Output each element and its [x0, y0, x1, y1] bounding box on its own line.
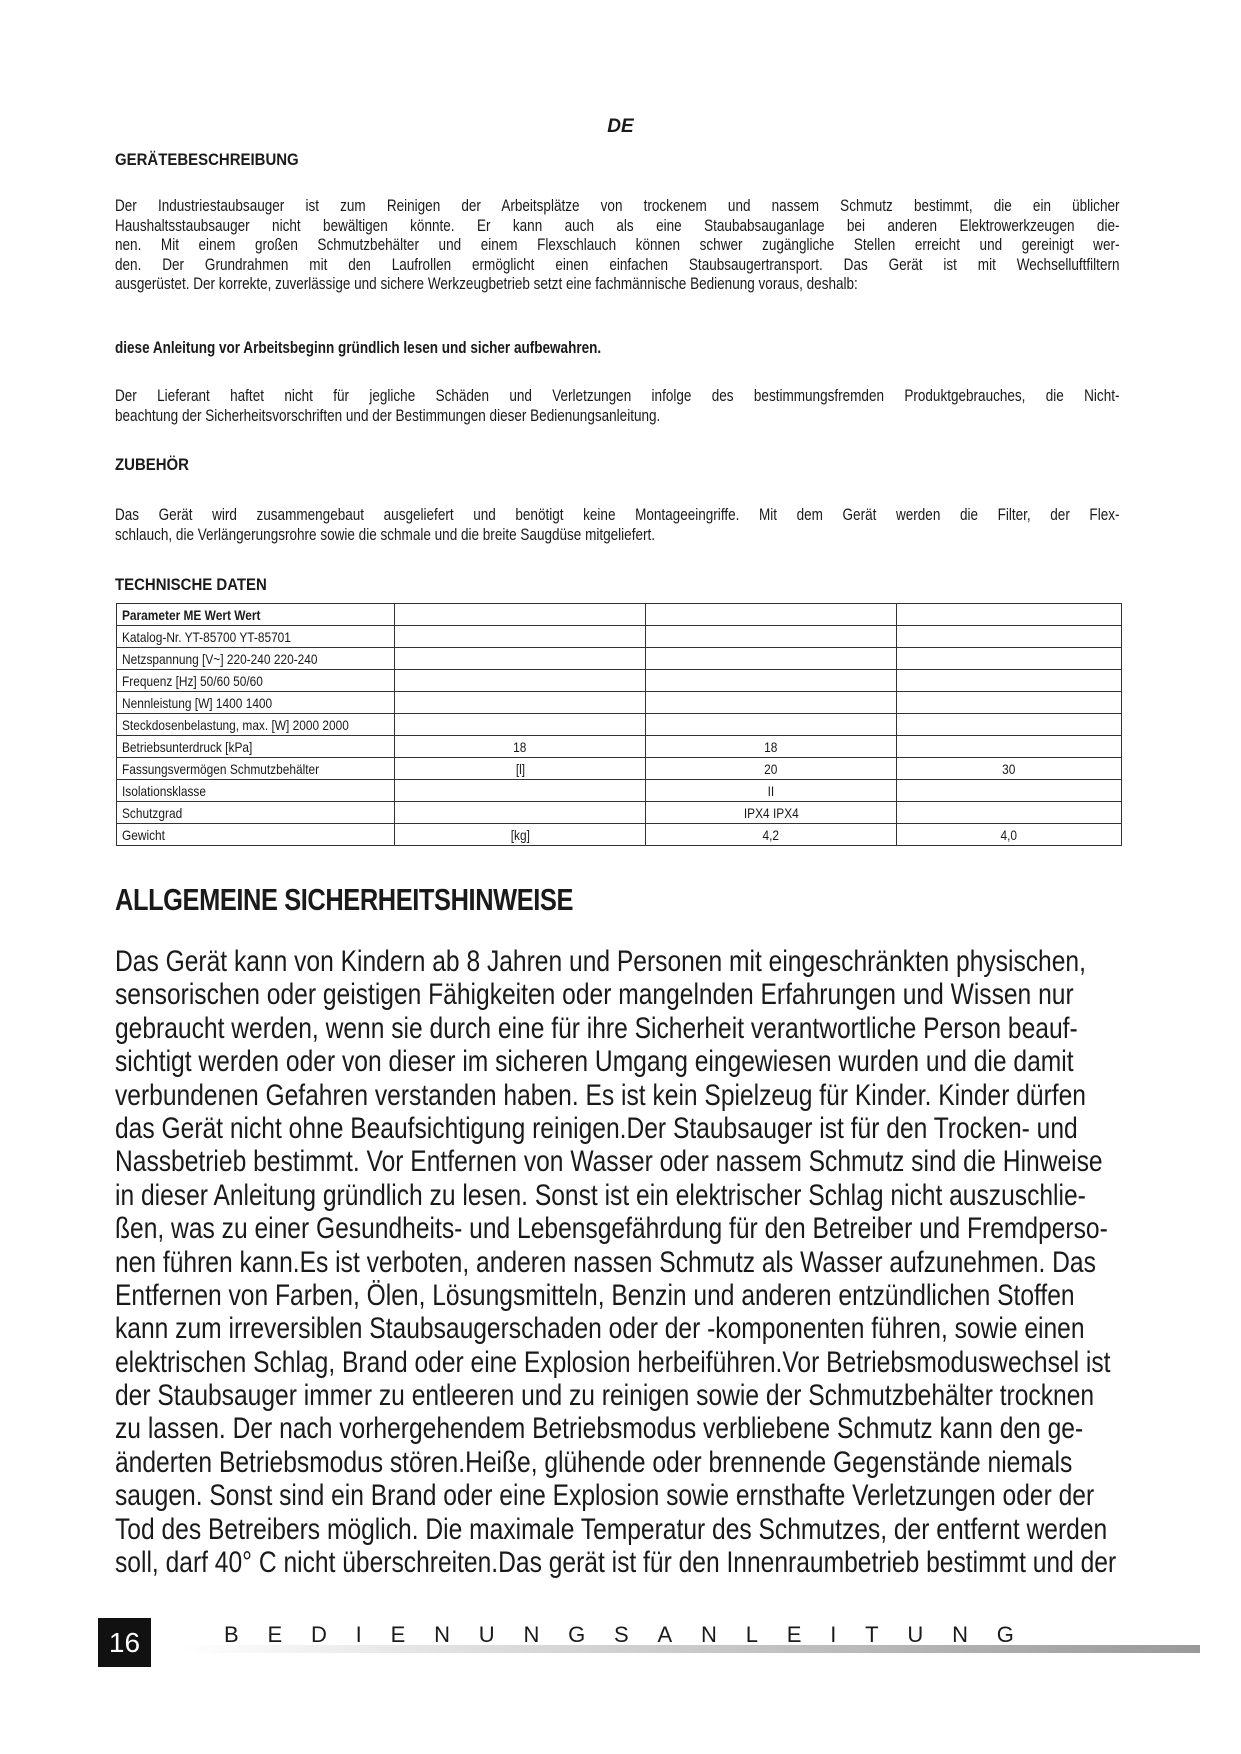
table-cell [117, 758, 395, 780]
table-cell [896, 736, 1121, 758]
text-line: Der Industriestaubsauger ist zum Reinigen der Arbeitsplätze von trockenem und nassem Schmutz bestimmt, die ein üblicher [115, 197, 1120, 215]
text-line: kann zum irreversiblen Staubsaugerschaden oder der -komponenten führen, sowie einen [115, 1312, 1085, 1346]
table-cell [117, 648, 395, 670]
table-cell [394, 802, 645, 824]
table-cell [645, 714, 896, 736]
table-cell [394, 604, 645, 626]
cell-text: 4,0 [1000, 826, 1018, 843]
table-cell [394, 736, 645, 758]
text-line: ausgerüstet. Der korrekte, zuverlässige und sichere Werkzeugbetrieb setzt eine fachmännische Bedienung voraus, deshalb: [115, 275, 858, 293]
cell-text: [kg] [510, 826, 530, 843]
cell-text: 20 [764, 760, 778, 777]
table-row [117, 714, 1122, 736]
table-cell [645, 648, 896, 670]
cell-text: Netzspannung [V~] 220-240 220-240 [122, 650, 318, 667]
text-line: Tod des Betreibers möglich. Die maximale Temperatur des Schmutzes, der entfernt werden [115, 1512, 1108, 1546]
footer-letter: E [390, 1622, 406, 1647]
text-line: sensorischen oder geistigen Fähigkeiten oder mangelnden Erfahrungen und Wissen nur [115, 978, 1074, 1012]
footer-letter: A [657, 1622, 673, 1647]
footer-letter: E [786, 1622, 802, 1647]
table-row [117, 824, 1122, 846]
table-cell [645, 736, 896, 758]
footer-letter: U [907, 1622, 924, 1647]
table-cell [117, 780, 395, 802]
cell-text: Steckdosenbelastung, max. [W] 2000 2000 [122, 716, 349, 733]
table-cell [117, 626, 395, 648]
table-cell [117, 714, 395, 736]
cell-text: Frequenz [Hz] 50/60 50/60 [122, 672, 263, 689]
cell-text: Schutzgrad [122, 804, 183, 821]
table-row [117, 736, 1122, 758]
section-title-technical: TECHNISCHE DATEN [115, 575, 267, 594]
section-title-accessories: ZUBEHÖR [115, 455, 189, 474]
table-cell [645, 780, 896, 802]
table-cell [394, 824, 645, 846]
table-cell [117, 692, 395, 714]
text-line: in dieser Anleitung gründlich zu lesen. Sonst ist ein elektrischer Schlag nicht auszuschlie- [115, 1178, 1086, 1212]
safety-paragraph [115, 945, 1117, 1580]
text-line: den. Der Grundrahmen mit den Laufrollen ermöglicht einen einfachen Staubsaugertransport. Das Gerät ist mit Wechselluftfiltern [115, 255, 1120, 274]
footer-letter: N [434, 1622, 450, 1647]
table-cell [645, 604, 896, 626]
cell-text: Isolationsklasse [122, 782, 207, 799]
text-line: änderten Betriebsmodus stören.Heiße, glühende oder brennende Gegenstände niemals [115, 1445, 1073, 1479]
table-row [117, 780, 1122, 802]
table-cell [896, 626, 1121, 648]
table-row [117, 802, 1122, 824]
footer-letter: N [523, 1622, 540, 1647]
table-cell [394, 670, 645, 692]
text-line: das Gerät nicht ohne Beaufsichtigung reinigen.Der Staubsauger ist für den Trocken- und [115, 1111, 1078, 1145]
cell-text: Katalog-Nr. YT-85700 YT-85701 [122, 628, 291, 645]
bold-note [115, 339, 1120, 359]
footer-letter: G [996, 1622, 1014, 1647]
table-row [117, 626, 1122, 648]
text-line: nen führen kann.Es ist verboten, anderen nassen Schmutz als Wasser aufzunehmen. Das [115, 1245, 1096, 1279]
text-line: saugen. Sonst sind ein Brand oder eine Explosion sowie ernsthafte Verletzungen oder der [115, 1479, 1095, 1513]
cell-text: 18 [764, 738, 778, 755]
table-cell [117, 736, 395, 758]
section-title-safety: ALLGEMEINE SICHERHEITSHINWEISE [115, 882, 574, 917]
text-line: verbundenen Gefahren verstanden haben. Es ist kein Spielzeug für Kinder. Kinder dürfen [115, 1078, 1086, 1112]
footer-letter: E [267, 1622, 283, 1647]
text-line: gebraucht werden, wenn sie durch eine für ihre Sicherheit verantwortliche Person beauf- [115, 1011, 1078, 1045]
section-title-description: GERÄTEBESCHREIBUNG [115, 150, 299, 169]
table-cell [645, 692, 896, 714]
table-cell [896, 670, 1121, 692]
table-row [117, 670, 1122, 692]
table-cell [896, 758, 1121, 780]
text-line: elektrischen Schlag, Brand oder eine Explosion herbeiführen.Vor Betriebsmoduswechsel ist [115, 1345, 1111, 1379]
footer-letter: L [745, 1622, 758, 1647]
table-cell [394, 692, 645, 714]
text-line: Haushaltsstaubsauger nicht bewältigen könnte. Er kann auch als eine Staubabsauganlage bei anderen Elektrowerkzeugen die- [115, 216, 1120, 235]
table-cell [645, 626, 896, 648]
footer-letter: G [568, 1622, 586, 1647]
text-line: schlauch, die Verlängerungsrohre sowie die schmale und die breite Saugdüse mitgeliefert. [115, 525, 656, 544]
table-cell [896, 802, 1121, 824]
table-cell [394, 758, 645, 780]
table-cell [394, 714, 645, 736]
footer-letter: B [224, 1622, 239, 1647]
language-label: DE [607, 116, 634, 137]
text-line: soll, darf 40° C nicht überschreiten.Das gerät ist für den Innenraumbetrieb bestimmt und der [115, 1546, 1117, 1580]
text-line: nen. Mit einem großen Schmutzbehälter und einem Flexschlauch können schwer zugängliche Stellen erreicht und gereinigt wer- [115, 236, 1120, 254]
table-cell [896, 714, 1121, 736]
table-cell [117, 604, 395, 626]
table-cell [117, 824, 395, 846]
table-cell [645, 670, 896, 692]
table-cell [896, 692, 1121, 714]
table-cell [645, 802, 896, 824]
bold-note-text: diese Anleitung vor Arbeitsbeginn gründlich lesen und sicher aufbewahren. [115, 339, 602, 357]
cell-text: [l] [515, 760, 525, 777]
text-line: ßen, was zu einer Gesundheits- und Lebensgefährdung für den Betreiber und Fremdperso- [115, 1212, 1108, 1246]
accessories-paragraph [115, 506, 1120, 545]
cell-text: Gewicht [122, 826, 165, 843]
liability-paragraph [115, 387, 1120, 426]
cell-text: Nennleistung [W] 1400 1400 [122, 694, 273, 711]
technical-data-table [116, 603, 1122, 846]
text-line: beachtung der Sicherheitsvorschriften und der Bestimmungen dieser Bedienungsanleitung. [115, 406, 661, 425]
text-line: Entfernen von Farben, Ölen, Lösungsmitteln, Benzin und anderen entzündlichen Stoffen [115, 1278, 1075, 1312]
table-row [117, 692, 1122, 714]
table-cell [394, 626, 645, 648]
footer-letter: I [355, 1622, 362, 1647]
footer-letter: S [614, 1622, 629, 1647]
table-row [117, 648, 1122, 670]
cell-text: Fassungsvermögen Schmutzbehälter [122, 760, 320, 777]
text-line: Das Gerät kann von Kindern ab 8 Jahren und Personen mit eingeschränkten physischen, [115, 945, 1086, 978]
table-row [117, 604, 1122, 626]
footer-letter: N [701, 1622, 717, 1647]
footer-letter: D [310, 1622, 327, 1647]
table-cell [645, 758, 896, 780]
cell-text: II [767, 782, 775, 799]
footer-letter: N [952, 1622, 968, 1647]
table-cell [394, 780, 645, 802]
table-cell [117, 670, 395, 692]
cell-text: IPX4 IPX4 [743, 804, 799, 821]
page-number: 16 [98, 1618, 151, 1667]
text-line: der Staubsauger immer zu entleeren und zu reinigen sowie der Schmutzbehälter trocknen [115, 1379, 1095, 1413]
table-cell [896, 604, 1121, 626]
text-line: sichtigt werden oder von dieser im sicheren Umgang eingewiesen wurden und die damit [115, 1045, 1074, 1079]
cell-text: 18 [513, 738, 527, 755]
footer-letter: T [865, 1622, 879, 1647]
cell-text: Parameter ME Wert Wert [122, 606, 261, 623]
text-line: zu lassen. Der nach vorhergehendem Betriebsmodus verbliebene Schmutz kann den ge- [115, 1412, 1084, 1446]
table-cell [645, 824, 896, 846]
footer-letter: U [478, 1622, 495, 1647]
table-cell [896, 648, 1121, 670]
cell-text: 30 [1002, 760, 1016, 777]
footer-letter: I [830, 1622, 837, 1647]
description-paragraph [115, 197, 1120, 295]
cell-text: Betriebsunterdruck [kPa] [122, 738, 253, 755]
text-line: Das Gerät wird zusammengebaut ausgeliefert und benötigt keine Montageeingriffe. Mit dem Gerät werden die Filter, der Flex- [115, 506, 1120, 524]
table-cell [394, 648, 645, 670]
footer-title [224, 1622, 1014, 1648]
text-line: Der Lieferant haftet nicht für jegliche Schäden und Verletzungen infolge des bestimmungsfremden Produktgebrauches, die Nicht- [115, 387, 1120, 405]
table-cell [896, 824, 1121, 846]
table-cell [896, 780, 1121, 802]
cell-text: 4,2 [762, 826, 780, 843]
table-row [117, 758, 1122, 780]
table-cell [117, 802, 395, 824]
text-line: Nassbetrieb bestimmt. Vor Entfernen von Wasser oder nassem Schmutz sind die Hinweise [115, 1145, 1103, 1179]
